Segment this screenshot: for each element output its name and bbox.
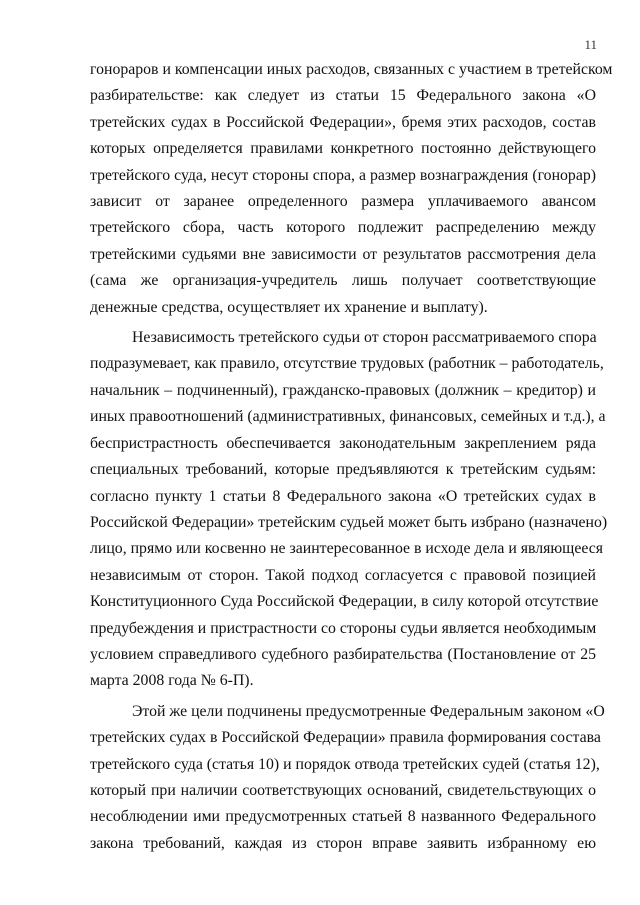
text-line: согласно пункту 1 статьи 8 Федерального закона «О третейских судах в <box>90 487 596 505</box>
text-line: Этой же цели подчинены предусмотренные Федеральным законом «О <box>132 702 605 720</box>
text-line: независимым от сторон. Такой подход согласуется с правовой позицией <box>90 566 596 584</box>
text-line: лицо, прямо или косвенно не заинтересованное в исходе дела и являющееся <box>90 540 604 558</box>
text-line: третейского суда (статья 10) и порядок отвода третейских судей (статья 12), <box>90 755 600 773</box>
text-line: третейскими судьями вне зависимости от результатов рассмотрения дела <box>90 245 596 263</box>
text-line: Независимость третейского судьи от сторон рассматриваемого спора <box>132 329 597 347</box>
text-line: условием справедливого судебного разбирательства (Постановление от 25 <box>90 645 596 663</box>
text-line: иных правоотношений (административных, финансовых, семейных и т.д.), а <box>90 408 606 426</box>
text-line: несоблюдении ими предусмотренных статьей 8 названного Федерального <box>90 808 596 826</box>
document-body <box>90 57 613 857</box>
text-line: Российской Федерации» третейским судьей может быть избрано (назначено) <box>90 513 608 531</box>
text-line: третейского суда, несут стороны спора, а размер вознаграждения (гонорар) <box>90 166 596 184</box>
text-line: третейских судах в Российской Федерации» правила формирования состава <box>90 729 601 747</box>
text-line: который при наличии соответствующих оснований, свидетельствующих о <box>90 781 596 799</box>
text-line: денежные средства, осуществляет их хранение и выплату). <box>90 298 488 316</box>
text-line: подразумевает, как правило, отсутствие трудовых (работник – работодатель, <box>90 355 604 373</box>
paragraph <box>90 699 605 857</box>
text-line: разбирательстве: как следует из статьи 15 Федерального закона «О <box>90 87 596 105</box>
text-line: Конституционного Суда Российской Федерации, в силу которой отсутствие <box>90 593 599 611</box>
text-line: третейских судах в Российской Федерации», бремя этих расходов, состав <box>90 113 596 131</box>
text-line: третейского сбора, часть которого подлежит распределению между <box>90 219 596 237</box>
text-line: закона требований, каждая из сторон вправе заявить избранному ею <box>90 834 596 852</box>
text-line: беспристрастность обеспечивается законодательным закреплением ряда <box>90 434 596 452</box>
text-line: предубеждения и пристрастности со стороны судьи является необходимым <box>90 619 597 637</box>
text-line: (сама же организация-учредитель лишь получает соответствующие <box>90 272 596 290</box>
paragraph <box>90 57 613 321</box>
text-line: начальник – подчиненный), гражданско-правовых (должник – кредитор) и <box>90 381 596 399</box>
text-line: марта 2008 года № 6-П). <box>90 672 254 690</box>
text-line: специальных требований, которые предъявляются к третейским судьям: <box>90 461 596 479</box>
page-number: 11 <box>584 37 597 52</box>
paragraph <box>90 325 608 695</box>
text-line: зависит от заранее определенного размера уплачиваемого авансом <box>90 193 596 211</box>
text-line: которых определяется правилами конкретного постоянно действующего <box>90 140 596 158</box>
text-line: гонораров и компенсации иных расходов, связанных с участием в третейском <box>90 61 613 78</box>
